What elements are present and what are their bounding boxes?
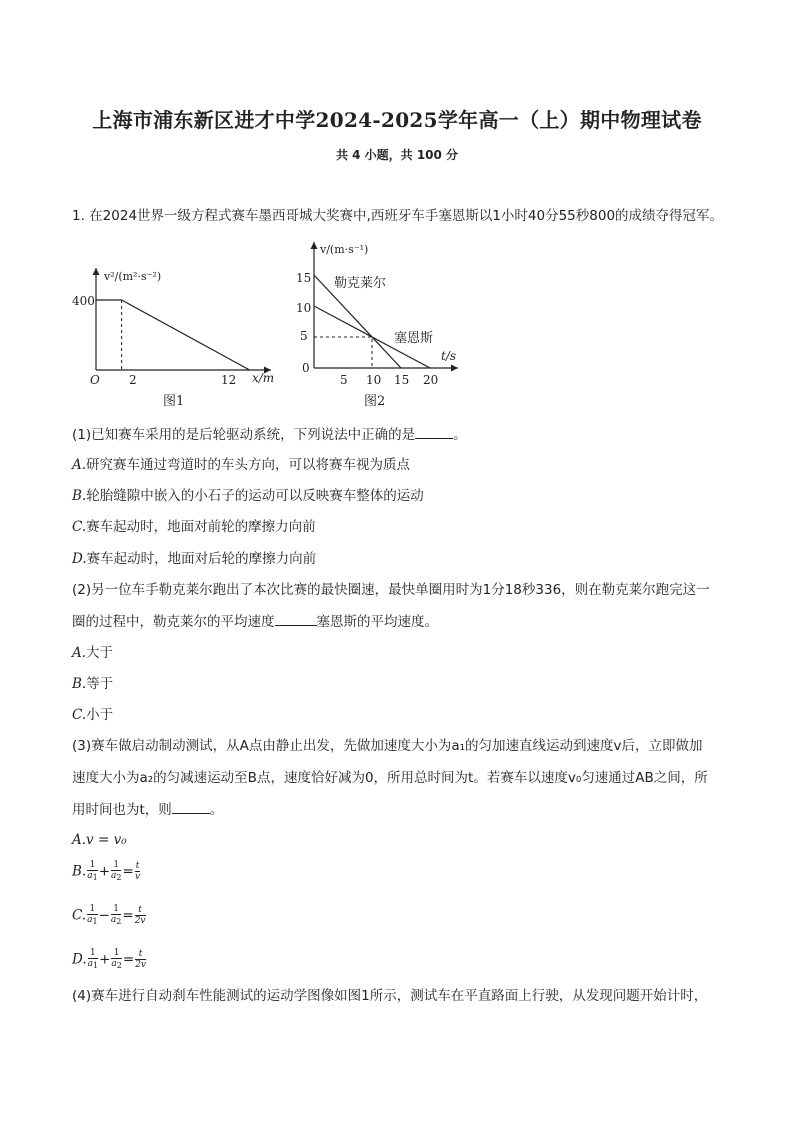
part-1-option-d: D.赛车起动时，地面对后轮的摩擦力向前 [72, 551, 317, 567]
fig2-y-tick-15: 15 [296, 271, 312, 285]
exam-subtitle: 共 4 小题，共 100 分 [335, 148, 459, 162]
part-3-stem-line1: (3)赛车做启动制动测试，从A点由静止出发，先做加速度大小为a₁的匀加速直线运动到速度v后，立即做加 [72, 738, 703, 754]
frac-t-over-v: $\frac{t}{v}$ [135, 861, 141, 882]
part-3-stem-line2: 速度大小为a₂的匀减速运动至B点，速度恰好减为0，所用总时间为t。若赛车以速度v₀匀速通过AB之间，所 [72, 770, 708, 786]
frac-1-over-a1: $\frac{1}{a1}$ [87, 948, 99, 970]
figure-2-graph [296, 236, 476, 416]
part-2-option-b: B.等于 [72, 676, 114, 692]
part-2-option-c: C.小于 [72, 707, 114, 723]
frac-1-over-a1: $\frac{1}{a1}$ [87, 904, 98, 926]
frac-t-over-2v: $\frac{t}{2v}$ [134, 905, 146, 926]
fig2-x-tick-10: 10 [366, 373, 382, 387]
part-3-option-a: A.v = v₀ [72, 832, 127, 848]
fig2-x-label: t/s [441, 349, 457, 363]
fig2-y-tick-0: 0 [302, 361, 310, 375]
fig1-x-label: x/m [252, 371, 275, 385]
part-3-option-d: D. $\frac{1}{a1}$ + $\frac{1}{a2}$ = $\frac{t}{2v}$ [72, 948, 147, 970]
fig1-x-tick-12: 12 [221, 373, 237, 387]
part-1-option-b: B.轮胎缝隙中嵌入的小石子的运动可以反映赛车整体的运动 [72, 488, 424, 504]
part-1-stem: (1)已知赛车采用的是后轮驱动系统，下列说法中正确的是 。 [72, 424, 467, 445]
part-2-stem-line2: 圈的过程中，勒克莱尔的平均速度 塞恩斯的平均速度。 [72, 611, 438, 632]
fig1-data-line [96, 300, 250, 370]
fig2-y-tick-5: 5 [300, 329, 308, 343]
fig1-y-label: v²/(m²·s⁻²) [104, 270, 162, 283]
fig2-x-tick-15: 15 [394, 373, 410, 387]
fig1-origin: O [90, 373, 100, 387]
fig2-caption: 图2 [364, 394, 386, 409]
fig1-caption: 图1 [163, 394, 185, 409]
frac-t-over-2v: $\frac{t}{2v}$ [135, 949, 147, 970]
fig1-x-tick-2: 2 [129, 373, 137, 387]
part-3-stem-line3: 用时间也为t，则 。 [72, 799, 223, 820]
part-3-option-b: B. $\frac{1}{a1}$ + $\frac{1}{a2}$ = $\frac{t}{v}$ [72, 860, 141, 882]
frac-1-over-a2: $\frac{1}{a2}$ [111, 948, 122, 970]
part-1-option-c: C.赛车起动时，地面对前轮的摩擦力向前 [72, 519, 316, 535]
fig2-label-leclerc: 勒克莱尔 [334, 276, 387, 291]
part-1-option-a: A.研究赛车通过弯道时的车头方向，可以将赛车视为质点 [72, 457, 411, 473]
frac-1-over-a2: $\frac{1}{a2}$ [111, 860, 122, 882]
part-4-stem-line1: (4)赛车进行自动刹车性能测试的运动学图像如图1所示，测试车在平直路面上行驶，从发现问题开始计时， [72, 988, 708, 1004]
part-3-option-c: C. $\frac{1}{a1}$ − $\frac{1}{a2}$ = $\frac{t}{2v}$ [72, 904, 146, 926]
frac-1-over-a2: $\frac{1}{a2}$ [110, 904, 122, 926]
part-2-option-a: A.大于 [72, 645, 114, 661]
fig2-y-tick-10: 10 [296, 301, 312, 315]
fig1-y-tick-400: 400 [72, 294, 95, 308]
part-2-stem-line1: (2)另一位车手勒克莱尔跑出了本次比赛的最快圈速，最快单圈用时为1分18秒336，则在勒克莱尔跑完这一 [72, 582, 710, 598]
fig2-label-sainz: 塞恩斯 [394, 331, 434, 346]
exam-title: 上海市浦东新区进才中学2024-2025学年高一（上）期中物理试卷 [92, 108, 702, 132]
fig2-y-label: v/(m·s⁻¹) [320, 243, 369, 256]
fig2-x-tick-20: 20 [423, 373, 439, 387]
fig2-x-tick-5: 5 [340, 373, 348, 387]
question-1-stem: 1. 在2024世界一级方程式赛车墨西哥城大奖赛中,西班牙车手塞恩斯以1小时40分55秒800的成绩夺得冠军。 [72, 208, 724, 224]
figure-1-graph [66, 258, 286, 418]
fig2-dashed-guide [314, 337, 372, 368]
frac-1-over-a1: $\frac{1}{a1}$ [87, 860, 98, 882]
